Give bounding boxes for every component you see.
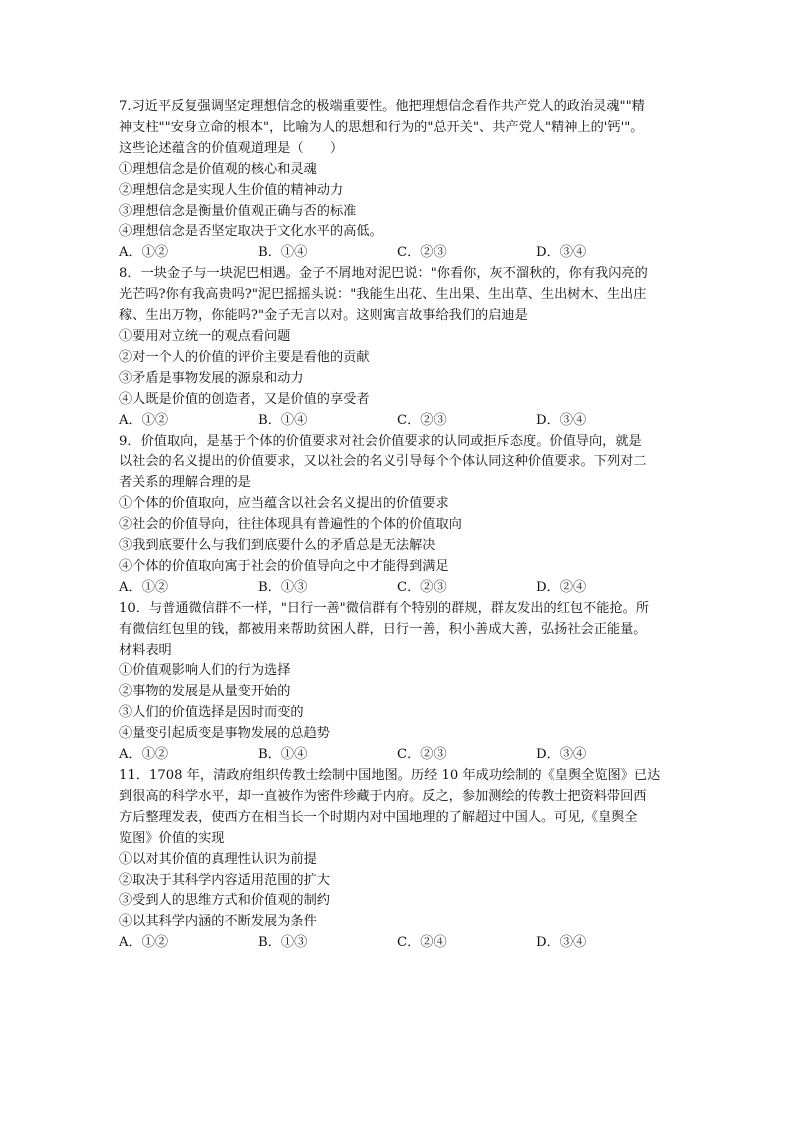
- question-stem-line: 10．与普通微信群不一样，"日行一善"微信群有个特别的群规，群友发出的红包不能抢。所: [119, 600, 650, 616]
- option-statement: ④人既是价值的创造者，又是价值的享受者: [119, 391, 370, 407]
- choice-a: A．①②: [119, 935, 169, 951]
- exam-page: [119, 97, 681, 954]
- option-statement: ④个体的价值取向寓于社会的价值导向之中才能得到满足: [119, 558, 449, 574]
- option-statement: ②社会的价值导向，往往体现具有普遍性的个体的价值取向: [119, 517, 462, 533]
- choice-c: C．②③: [397, 245, 447, 261]
- choice-d: D．③④: [536, 412, 587, 428]
- question-stem-line: 材料表明: [119, 642, 172, 658]
- answer-choices: [119, 411, 681, 432]
- choice-b: B．①③: [258, 579, 308, 595]
- option-statement: ②事物的发展是从量变开始的: [119, 684, 291, 700]
- option-statement: ③理想信念是衡量价值观正确与否的标准: [119, 203, 357, 219]
- question-stem-line: 稼、生出万物，你能吗?"金子无言以对。这则寓言故事给我们的启迪是: [119, 308, 528, 324]
- question-stem-line: 神支柱""安身立命的根本"，比喻为人的思想和行为的"总开关"、共产党人"精神上的'钙'"。: [119, 119, 644, 135]
- option-statement: ③人们的价值选择是因时而变的: [119, 705, 304, 721]
- question-stem-line: 8．一块金子与一块泥巴相遇。金子不屑地对泥巴说："你看你，灰不溜秋的，你有我闪亮的: [119, 266, 648, 282]
- question-stem-line: 览图》价值的实现: [119, 830, 225, 846]
- question-stem-line: 方后整理发表，使西方在相当长一个时期内对中国地理的了解超过中国人。可见,《皇舆全: [119, 809, 638, 825]
- question-stem-line: 11．1708 年，清政府组织传教士绘制中国地图。历经 10 年成功绘制的《皇舆全览图》已达: [119, 768, 661, 783]
- question-stem-line: 到很高的科学水平，却一直被作为密件珍藏于内府。反之，参加测绘的传教士把资料带回西: [119, 788, 647, 804]
- answer-choices: [119, 243, 681, 264]
- choice-d: D．③④: [536, 935, 587, 951]
- question-stem-line: 有微信红包里的钱，都被用来帮助贫困人群，日行一善，积小善成大善，弘扬社会正能量。: [119, 621, 647, 637]
- choice-d: D．②④: [536, 579, 587, 595]
- choice-b: B．①③: [258, 935, 308, 951]
- choice-c: C．②③: [397, 747, 447, 763]
- option-statement: ④以其科学内涵的不断发展为条件: [119, 914, 317, 930]
- option-statement: ①个体的价值取向，应当蕴含以社会名义提出的价值要求: [119, 496, 449, 512]
- question-stem-line: 以社会的名义提出的价值要求，又以社会的名义引导每个个体认同这种价值要求。下列对二: [119, 454, 647, 470]
- choice-c: C．②④: [397, 935, 447, 951]
- option-statement: ①要用对立统一的观点看问题: [119, 328, 291, 344]
- choice-a: A．①②: [119, 747, 169, 763]
- question-stem-line: 者关系的理解合理的是: [119, 475, 251, 491]
- option-statement: ②对一个人的价值的评价主要是看他的贡献: [119, 349, 370, 365]
- option-statement: ④量变引起质变是事物发展的总趋势: [119, 726, 330, 742]
- choice-a: A．①②: [119, 579, 169, 595]
- choice-a: A．①②: [119, 412, 169, 428]
- choice-d: D．③④: [536, 245, 587, 261]
- option-statement: ①价值观影响人们的行为选择: [119, 663, 291, 679]
- choice-b: B．①④: [258, 245, 308, 261]
- option-statement: ③受到人的思维方式和价值观的制约: [119, 893, 330, 909]
- option-statement: ③我到底要什么与我们到底要什么的矛盾总是无法解决: [119, 538, 436, 554]
- choice-c: C．②③: [397, 412, 447, 428]
- option-statement: ①理想信念是价值观的核心和灵魂: [119, 161, 317, 177]
- option-statement: ④理想信念是否坚定取决于文化水平的高低。: [119, 224, 383, 240]
- question-8: [119, 264, 681, 431]
- answer-choices: [119, 745, 681, 766]
- option-statement: ②取决于其科学内容适用范围的扩大: [119, 872, 330, 888]
- choice-c: C．②③: [397, 579, 447, 595]
- answer-choices: [119, 578, 681, 599]
- question-7: [119, 97, 681, 264]
- question-stem-line: 这些论述蕴含的价值观道理是（ ）: [119, 140, 344, 156]
- question-9: [119, 432, 681, 599]
- choice-b: B．①④: [258, 747, 308, 763]
- option-statement: ①以对其价值的真理性认识为前提: [119, 851, 317, 867]
- question-10: [119, 599, 681, 766]
- question-stem-line: 9．价值取向，是基于个体的价值要求对社会价值要求的认同或拒斥态度。价值导向，就是: [119, 433, 642, 449]
- answer-choices: [119, 933, 681, 954]
- choice-a: A．①②: [119, 245, 169, 261]
- question-stem-line: 7.习近平反复强调坚定理想信念的极端重要性。他把理想信念看作共产党人的政治灵魂""精: [119, 99, 645, 114]
- choice-d: D．③④: [536, 747, 587, 763]
- choice-b: B．①④: [258, 412, 308, 428]
- option-statement: ②理想信念是实现人生价值的精神动力: [119, 182, 344, 198]
- question-stem-line: 光芒吗?你有我高贵吗?"泥巴摇摇头说："我能生出花、生出果、生出草、生出树木、生出庄: [119, 287, 647, 303]
- question-11: [119, 766, 681, 954]
- option-statement: ③矛盾是事物发展的源泉和动力: [119, 370, 304, 386]
